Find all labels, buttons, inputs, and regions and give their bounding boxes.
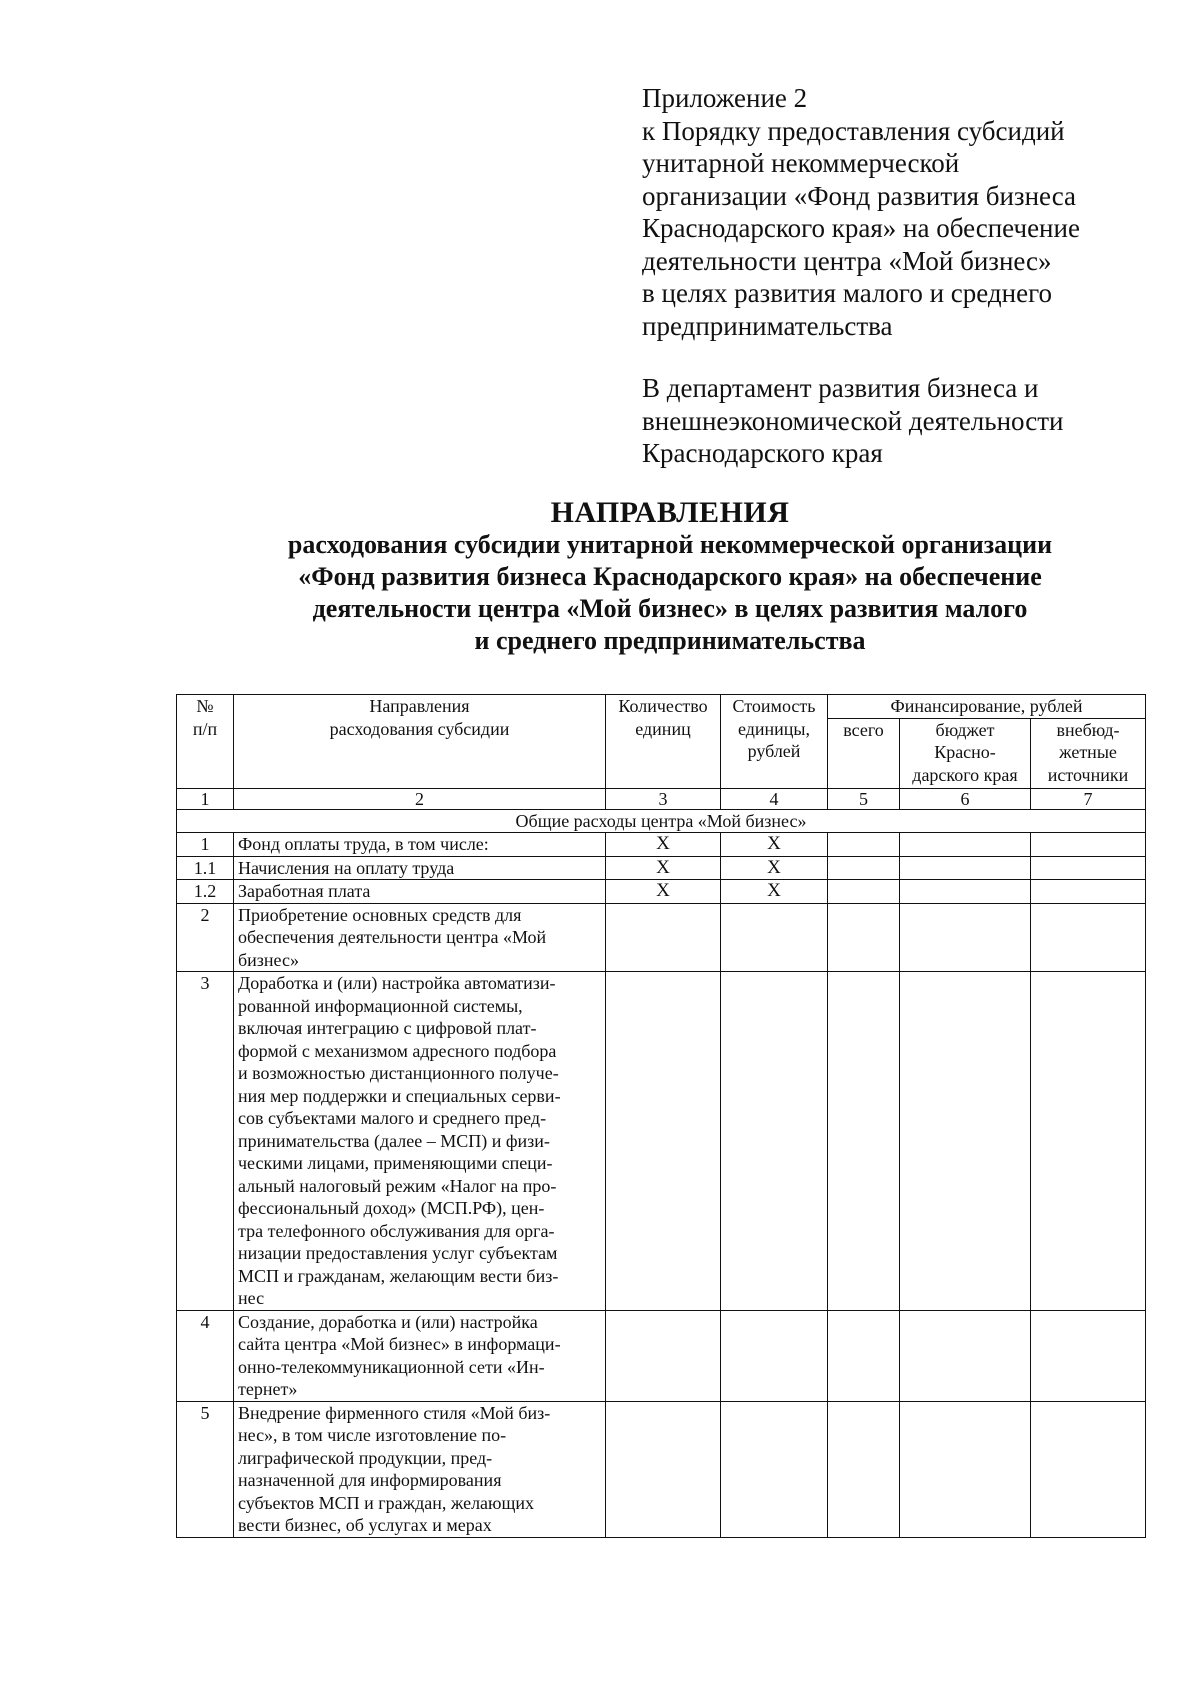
row-quantity: X bbox=[606, 856, 721, 880]
column-number: 3 bbox=[606, 789, 721, 810]
column-number: 6 bbox=[900, 789, 1031, 810]
row-unit-cost bbox=[721, 1401, 828, 1537]
row-unit-cost bbox=[721, 972, 828, 1311]
document-title bbox=[170, 497, 1170, 657]
row-regional-budget bbox=[900, 880, 1031, 904]
table-row bbox=[177, 972, 1146, 1311]
row-regional-budget bbox=[900, 1401, 1031, 1537]
row-number: 1 bbox=[177, 833, 234, 857]
table-row bbox=[177, 903, 1146, 972]
row-quantity bbox=[606, 1401, 721, 1537]
row-regional-budget bbox=[900, 1310, 1031, 1401]
appendix-line: унитарной некоммерческой bbox=[642, 148, 960, 178]
row-direction: Приобретение основных средств для обеспечения деятельности центра «Мой бизнес» bbox=[234, 903, 606, 972]
row-direction: Фонд оплаты труда, в том числе: bbox=[234, 833, 606, 857]
row-total bbox=[828, 1310, 900, 1401]
header-extra-budget: внебюд- жетные источники bbox=[1031, 718, 1146, 789]
row-regional-budget bbox=[900, 972, 1031, 1311]
appendix-line: деятельности центра «Мой бизнес» bbox=[642, 245, 1052, 276]
row-extra-budget bbox=[1031, 972, 1146, 1311]
column-number: 5 bbox=[828, 789, 900, 810]
title-line: расходования субсидии унитарной некоммерческой организации bbox=[287, 530, 1053, 559]
row-extra-budget bbox=[1031, 856, 1146, 880]
row-quantity bbox=[606, 1310, 721, 1401]
row-quantity: X bbox=[606, 880, 721, 904]
row-extra-budget bbox=[1031, 833, 1146, 857]
row-number: 3 bbox=[177, 972, 234, 1311]
row-direction: Доработка и (или) настройка автоматизи- рованной информационной системы, включая интеграцию с цифровой плат- формой с механизмом адресного подбора и возможностью дистанционного получе- ния мер поддержки и специальных серви- сов субъектами малого и среднего пред- принимательства (далее – МСП) и физи- ческими лицами, применяющими специ- альный налоговый режим «Налог на про- фессиональный доход» (МСП.РФ), цен- тра телефонного обслуживания для орга- низации предоставления услуг субъектам МСП и гражданам, желающим вести биз- нес bbox=[234, 972, 606, 1311]
appendix-line: организации «Фонд развития бизнеса bbox=[642, 180, 1076, 211]
row-direction: Начисления на оплату труда bbox=[234, 856, 606, 880]
appendix-line: к Порядку предоставления субсидий bbox=[642, 115, 1065, 146]
row-extra-budget bbox=[1031, 1401, 1146, 1537]
table-row bbox=[177, 856, 1146, 880]
recipient-line: внешнеэкономической деятельности bbox=[642, 405, 1064, 436]
row-quantity bbox=[606, 903, 721, 972]
table-row bbox=[177, 833, 1146, 857]
row-total bbox=[828, 856, 900, 880]
column-number-row bbox=[177, 789, 1146, 810]
row-unit-cost bbox=[721, 1310, 828, 1401]
title-heading: НАПРАВЛЕНИЯ bbox=[550, 496, 790, 529]
row-extra-budget bbox=[1031, 880, 1146, 904]
recipient-block bbox=[642, 372, 1142, 470]
table-row bbox=[177, 880, 1146, 904]
recipient-line: Краснодарского края bbox=[642, 438, 883, 468]
row-direction: Заработная плата bbox=[234, 880, 606, 904]
recipient-line: В департамент развития бизнеса и bbox=[642, 373, 1039, 403]
row-regional-budget bbox=[900, 833, 1031, 857]
header-row bbox=[177, 695, 1146, 719]
row-total bbox=[828, 880, 900, 904]
column-number: 1 bbox=[177, 789, 234, 810]
row-unit-cost bbox=[721, 903, 828, 972]
row-extra-budget bbox=[1031, 1310, 1146, 1401]
header-unit-cost: Стоимость единицы, рублей bbox=[721, 695, 828, 789]
title-line: и среднего предпринимательства bbox=[474, 626, 866, 655]
header-direction: Направления расходования субсидии bbox=[234, 695, 606, 789]
header-quantity: Количество единиц bbox=[606, 695, 721, 789]
appendix-line: Краснодарского края» на обеспечение bbox=[642, 213, 1080, 243]
row-total bbox=[828, 972, 900, 1311]
section-row bbox=[177, 810, 1146, 833]
row-unit-cost: X bbox=[721, 880, 828, 904]
appendix-line: предпринимательства bbox=[642, 310, 893, 341]
row-quantity bbox=[606, 972, 721, 1311]
row-total bbox=[828, 833, 900, 857]
table-row bbox=[177, 1401, 1146, 1537]
row-total bbox=[828, 903, 900, 972]
row-direction: Создание, доработка и (или) настройка сайта центра «Мой бизнес» в информаци- онно-телекоммуникационной сети «Ин- тернет» bbox=[234, 1310, 606, 1401]
row-number: 1.1 bbox=[177, 856, 234, 880]
row-regional-budget bbox=[900, 856, 1031, 880]
column-number: 7 bbox=[1031, 789, 1146, 810]
row-number: 2 bbox=[177, 903, 234, 972]
column-number: 4 bbox=[721, 789, 828, 810]
column-number: 2 bbox=[234, 789, 606, 810]
row-number: 4 bbox=[177, 1310, 234, 1401]
appendix-header bbox=[642, 82, 1142, 342]
table-row bbox=[177, 1310, 1146, 1401]
header-financing: Финансирование, рублей bbox=[828, 695, 1146, 719]
header-total: всего bbox=[828, 718, 900, 789]
row-unit-cost: X bbox=[721, 856, 828, 880]
header-num: № п/п bbox=[177, 695, 234, 789]
row-regional-budget bbox=[900, 903, 1031, 972]
row-quantity: X bbox=[606, 833, 721, 857]
row-number: 1.2 bbox=[177, 880, 234, 904]
row-total bbox=[828, 1401, 900, 1537]
expenditure-table bbox=[176, 694, 1146, 1538]
title-line: «Фонд развития бизнеса Краснодарского края» на обеспечение bbox=[298, 562, 1042, 591]
title-line: деятельности центра «Мой бизнес» в целях развития малого bbox=[312, 594, 1028, 623]
section-title: Общие расходы центра «Мой бизнес» bbox=[177, 810, 1146, 833]
row-unit-cost: X bbox=[721, 833, 828, 857]
row-number: 5 bbox=[177, 1401, 234, 1537]
header-regional-budget: бюджет Красно- дарского края bbox=[900, 718, 1031, 789]
appendix-line: в целях развития малого и среднего bbox=[642, 278, 1052, 308]
row-direction: Внедрение фирменного стиля «Мой биз- нес», в том числе изготовление по- лиграфической продукции, пред- назначенной для информирования субъектов МСП и граждан, желающих вести бизнес, об услугах и мерах bbox=[234, 1401, 606, 1537]
row-extra-budget bbox=[1031, 903, 1146, 972]
appendix-line: Приложение 2 bbox=[642, 83, 808, 113]
